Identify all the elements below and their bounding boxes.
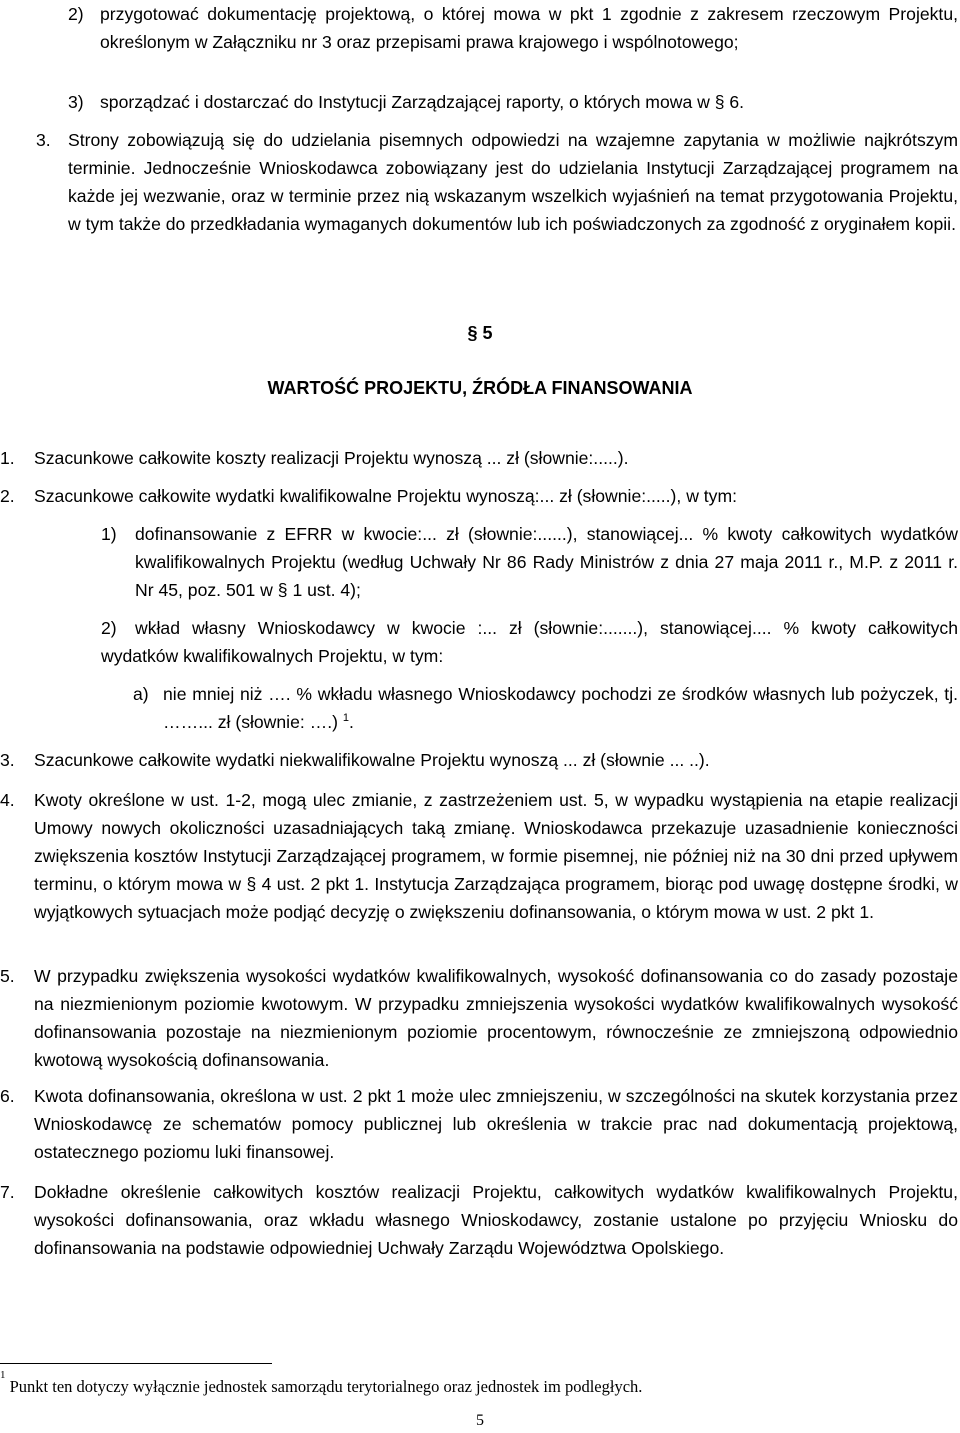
footnote-mark: 1	[0, 1369, 6, 1381]
point-6	[0, 1082, 958, 1166]
point-3	[0, 746, 958, 774]
point-2-sub-2	[101, 614, 958, 670]
list-number: 3)	[68, 92, 84, 112]
point-number: 5.	[0, 966, 15, 986]
footnote-text: Punkt ten dotyczy wyłącznie jednostek samorządu terytorialnego oraz jednostek im podległych.	[9, 1377, 643, 1396]
point-4	[0, 786, 958, 926]
list-item-text: sporządzać i dostarczać do Instytucji Zarządzającej raporty, o których mowa w § 6.	[100, 92, 745, 112]
point-1	[0, 444, 958, 472]
section-paragraph-mark: § 5	[467, 323, 493, 343]
footnote-separator	[0, 1363, 272, 1364]
point-text: Kwoty określone w ust. 1-2, mogą ulec zmianie, z zastrzeżeniem ust. 5, w wypadku wystąpienia na etapie realizacji Umowy nowych okoliczności uzasadniających taką zmianę. Wnioskodawca przekazuje uzasadnienie konieczności zwiększenia kosztów Instytucji Zarządzającej programem, w formie pisemnej, nie później niż na 30 dni przed upływem terminu, o którym mowa w § 4 ust. 2 pkt 1. Instytucja Zarządzająca programem, biorąc pod uwagę dostępne środki, w wyjątkowych sytuacjach może podjąć decyzję o zwiększeniu dofinansowania, o którym mowa w ust. 2 pkt 1.	[34, 790, 958, 922]
point-2-sub-2-a	[133, 680, 958, 736]
point-text: Dokładne określenie całkowitych kosztów realizacji Projektu, całkowitych wydatków kwalifikowalnych Projektu, wysokości dofinansowania, oraz wkładu własnego Wnioskodawcy, zostanie ustalone po przyjęciu Wniosku do dofinansowania na podstawie odpowiedniej Uchwały Zarządu Województwa Opolskiego.	[34, 1182, 958, 1258]
section-title: WARTOŚĆ PROJEKTU, ŹRÓDŁA FINANSOWANIA	[267, 378, 693, 398]
subpoint-number: 1)	[101, 524, 117, 544]
subpoint-end: .	[349, 712, 354, 732]
page-number: 5	[476, 1412, 484, 1429]
point-5	[0, 962, 958, 1074]
point-text: Szacunkowe całkowite koszty realizacji Projektu wynoszą ... zł (słownie:.....).	[34, 448, 629, 468]
list-item-text: przygotować dokumentację projektową, o której mowa w pkt 1 zgodnie z zakresem rzeczowym Projektu, określonym w Załączniku nr 3 oraz przepisami prawa krajowego i wspólnotowego;	[100, 4, 958, 52]
point-7	[0, 1178, 958, 1262]
list-item-2	[68, 0, 958, 56]
subpoint-text: nie mniej niż …. % wkładu własnego Wnioskodawcy pochodzi ze środków własnych lub pożyczek, tj. ……... zł (słownie: ….)	[163, 684, 958, 732]
point-number: 4.	[0, 790, 15, 810]
subpoint-text: wkład własny Wnioskodawcy w kwocie :... zł (słownie:.......), stanowiącej.... % kwoty całkowitych wydatków kwalifikowalnych Projektu, w tym:	[101, 618, 958, 666]
footnote-reference[interactable]: 1	[342, 712, 349, 725]
point-2	[0, 482, 958, 510]
point-text: Szacunkowe całkowite wydatki niekwalifikowalne Projektu wynoszą ... zł (słownie ... ..).	[34, 750, 710, 770]
list-number: 2)	[68, 4, 84, 24]
point-text: W przypadku zwiększenia wysokości wydatków kwalifikowalnych, wysokość dofinansowania co do zasady pozostaje na niezmienionym poziomie kwotowym. W przypadku zmniejszenia wysokości wydatków kwalifikowalnych wysokość dofinansowania pozostaje na niezmienionym poziomie procentowym, równocześnie ze zmniejszoną odpowiednio kwotową wysokością dofinansowania.	[34, 966, 958, 1070]
subpoint-text-wrap	[163, 680, 958, 736]
subpoint-text: dofinansowanie z EFRR w kwocie:... zł (słownie:......), stanowiącej... % kwoty całkowitych wydatków kwalifikowalnych Projektu (według Uchwały Nr 86 Rady Ministrów z dnia 27 maja 2011 r., M.P. z 2011 r. Nr 45, poz. 501 w § 1 ust. 4);	[135, 524, 958, 600]
point-number: 2.	[0, 486, 15, 506]
point-number: 6.	[0, 1086, 15, 1106]
subpoint-letter: a)	[133, 684, 149, 704]
list-item-3	[68, 88, 958, 116]
point-text: Kwota dofinansowania, określona w ust. 2 pkt 1 może ulec zmniejszeniu, w szczególności na skutek korzystania przez Wnioskodawcę ze schematów pomocy publicznej lub określenia w trakcie prac nad dokumentacją projektową, ostatecznego poziomu luki finansowej.	[34, 1086, 958, 1162]
point-text: Strony zobowiązują się do udzielania pisemnych odpowiedzi na wzajemne zapytania w możliwie najkrótszym terminie. Jednocześnie Wnioskodawca zobowiązany jest do udzielania Instytucji Zarządzającej programem na każde jej wezwanie, oraz w terminie przez nią wskazanym wszelkich wyjaśnień na temat przygotowania Projektu, w tym także do przedkładania wymaganych dokumentów lub ich poświadczonych za zgodność z oryginałem kopii.	[68, 130, 958, 234]
point-number: 7.	[0, 1182, 15, 1202]
point-text: Szacunkowe całkowite wydatki kwalifikowalne Projektu wynoszą:... zł (słownie:.....), w tym:	[34, 486, 738, 506]
subpoint-number: 2)	[101, 618, 117, 638]
point-2-sub-1	[101, 520, 958, 604]
point-number: 3.	[0, 750, 15, 770]
point-number: 1.	[0, 448, 15, 468]
footnote	[0, 1369, 643, 1397]
section-point-3	[36, 126, 958, 238]
point-number: 3.	[36, 130, 51, 150]
